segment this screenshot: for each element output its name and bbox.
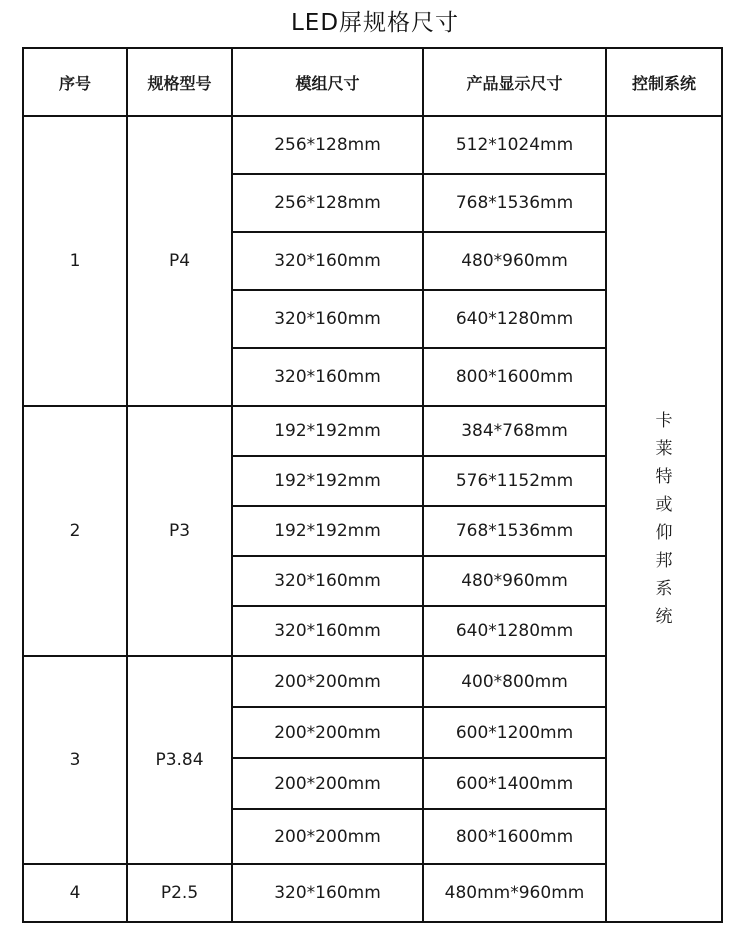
display-size-cell: 576*1152mm [423, 456, 606, 506]
header-index: 序号 [23, 48, 127, 116]
header-control-system: 控制系统 [606, 48, 722, 116]
module-size-cell: 320*160mm [232, 556, 423, 606]
display-size-cell: 480*960mm [423, 232, 606, 290]
module-size-cell: 320*160mm [232, 290, 423, 348]
module-size-cell: 320*160mm [232, 348, 423, 406]
control-system-text: 卡莱特或仰邦系统 [655, 411, 673, 627]
display-size-cell: 800*1600mm [423, 348, 606, 406]
header-display-size: 产品显示尺寸 [423, 48, 606, 116]
table-row [23, 116, 722, 174]
module-size-cell: 200*200mm [232, 656, 423, 707]
control-system-cell [606, 116, 722, 922]
table-header-row [23, 48, 722, 116]
module-size-cell: 192*192mm [232, 506, 423, 556]
display-size-cell: 400*800mm [423, 656, 606, 707]
display-size-cell: 768*1536mm [423, 174, 606, 232]
display-size-cell: 480*960mm [423, 556, 606, 606]
display-size-cell: 600*1200mm [423, 707, 606, 758]
module-size-cell: 320*160mm [232, 864, 423, 922]
display-size-cell: 480mm*960mm [423, 864, 606, 922]
group-model: P2.5 [127, 864, 232, 922]
module-size-cell: 200*200mm [232, 758, 423, 809]
module-size-cell: 256*128mm [232, 116, 423, 174]
module-size-cell: 320*160mm [232, 232, 423, 290]
display-size-cell: 768*1536mm [423, 506, 606, 556]
module-size-cell: 192*192mm [232, 456, 423, 506]
group-index: 4 [23, 864, 127, 922]
page-title: LED屏规格尺寸 [290, 10, 460, 36]
display-size-cell: 512*1024mm [423, 116, 606, 174]
module-size-cell: 192*192mm [232, 406, 423, 456]
display-size-cell: 384*768mm [423, 406, 606, 456]
display-size-cell: 600*1400mm [423, 758, 606, 809]
group-index: 1 [23, 116, 127, 406]
module-size-cell: 200*200mm [232, 707, 423, 758]
group-index: 2 [23, 406, 127, 656]
group-model: P4 [127, 116, 232, 406]
module-size-cell: 320*160mm [232, 606, 423, 656]
group-model: P3.84 [127, 656, 232, 864]
display-size-cell: 800*1600mm [423, 809, 606, 864]
display-size-cell: 640*1280mm [423, 606, 606, 656]
spec-table [22, 47, 723, 923]
header-module-size: 模组尺寸 [232, 48, 423, 116]
group-index: 3 [23, 656, 127, 864]
group-model: P3 [127, 406, 232, 656]
display-size-cell: 640*1280mm [423, 290, 606, 348]
module-size-cell: 200*200mm [232, 809, 423, 864]
module-size-cell: 256*128mm [232, 174, 423, 232]
header-model: 规格型号 [127, 48, 232, 116]
